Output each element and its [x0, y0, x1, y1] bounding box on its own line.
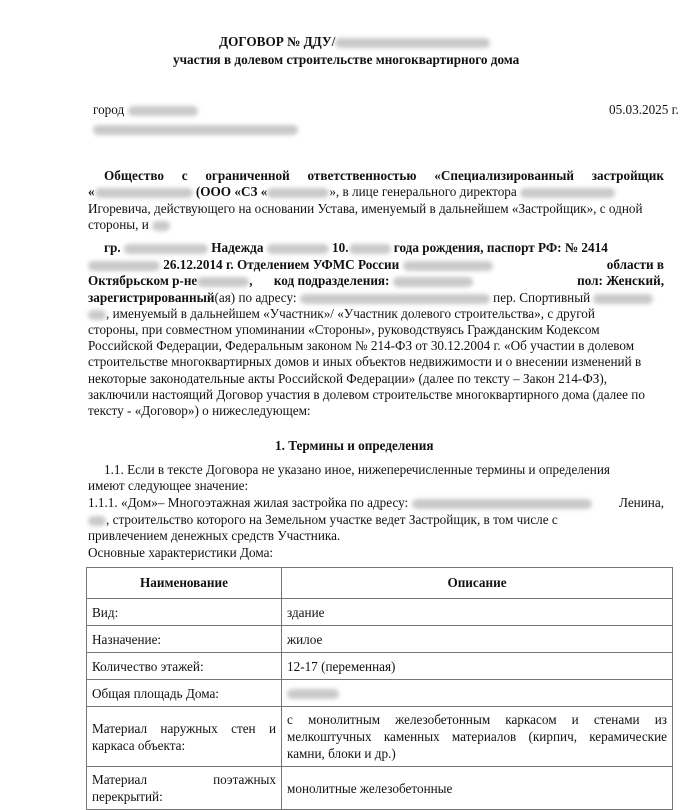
row-name: Количество этажей:	[87, 653, 282, 680]
redacted-dept-code	[393, 277, 473, 287]
table-row	[87, 707, 673, 767]
participant-line-4	[88, 290, 664, 307]
participant-line-11: тексту - «Договор») о нижеследующем:	[88, 403, 311, 418]
participant-line-1	[104, 240, 680, 257]
participant-passport: года рождения, паспорт РФ: № 2414	[393, 240, 608, 255]
redacted-dom-address	[412, 499, 592, 509]
participant-line-3: Октябрьском р-не , код подразделения: пол: Женский,	[88, 273, 664, 288]
participant-line-8: строительстве многоквартирных домов и иных объектов недвижимости и о внесении изменений в	[88, 354, 642, 369]
section-1-title: 1. Термины и определения	[275, 438, 434, 453]
participant-registered: зарегистрированный	[88, 290, 215, 305]
section-1-1-line-2: имеют следующее значение:	[88, 478, 249, 493]
participant-line-6: стороны, при совместном упоминании «Стороны», руководствуясь Гражданским Кодексом	[88, 322, 600, 337]
participant-line-9: некоторые законодательные акты Российской Федерации» (далее по тексту – Закон 214-ФЗ),	[88, 371, 608, 386]
participant-line-2	[88, 257, 664, 274]
contract-date: 05.03.2025 г.	[609, 102, 679, 117]
chars-label: Основные характеристики Дома:	[88, 545, 274, 560]
table-row	[87, 767, 673, 810]
redacted-block	[88, 516, 106, 526]
redacted-district	[197, 277, 249, 287]
participant-district: Октябрьском р-не	[88, 273, 198, 288]
intro-company-short: (ООО «СЗ «	[195, 184, 268, 199]
section-1-1-line-1: 1.1. Если в тексте Договора не указано иное, нижеперечисленные термины и определения	[104, 462, 610, 477]
contract-title-text: ДОГОВОР № ДДУ/	[219, 34, 336, 49]
row-name: Общая площадь Дома:	[87, 680, 282, 707]
intro-line-3: Игоревича, действующего на основании Устава, именуемый в дальнейшем «Застройщик», с одной	[88, 201, 643, 216]
redacted-birthdate	[349, 244, 391, 254]
redacted-address	[300, 294, 490, 304]
table-row	[87, 626, 673, 653]
row-name: Материал поэтажных перекрытий:	[87, 767, 282, 810]
row-name: Назначение:	[87, 626, 282, 653]
participant-line-10: заключили настоящий Договор участия в долевом строительстве многоквартирного дома (далее по	[88, 387, 645, 402]
intro-director: », в лице генерального директора	[329, 184, 517, 199]
section-1-1-1-line-2: , строительство которого на Земельном участке ведет Застройщик, в том числе с	[88, 512, 664, 529]
participant-line-5-text: именуемый в дальнейшем «Участник»/ «Участник долевого строительства», с другой	[112, 306, 595, 321]
redacted-company-short	[267, 188, 329, 198]
redacted-address-line	[93, 121, 298, 137]
redacted-contract-number	[335, 38, 490, 48]
section-1-1-1-line-1	[88, 495, 664, 512]
col-header-name: Наименование	[87, 568, 282, 599]
intro-line-4	[88, 217, 664, 234]
intro-quote: «	[88, 184, 95, 199]
row-value: с монолитным железобетонным каркасом и стенами из мелкоштучных каменных материалов (кирпич, керамические камни, блоки и др.)	[282, 707, 673, 767]
redacted-block	[88, 310, 106, 320]
participant-line-5: , именуемый в дальнейшем «Участник»/ «Участник долевого строительства», с другой	[88, 306, 664, 323]
house-characteristics-table	[86, 567, 673, 810]
participant-birth-prefix: 10.	[332, 240, 349, 255]
row-name: Вид:	[87, 599, 282, 626]
participant-line-7: Российской Федерации, Федеральным законом № 214-ФЗ от 30.12.2004 г. «Об участии в долевом	[88, 338, 635, 353]
row-value: жилое	[282, 626, 673, 653]
row-name: Материал наружных стен и каркаса объекта:	[87, 707, 282, 767]
dom-definition: 1.1.1. «Дом»– Многоэтажная жилая застройка по адресу:	[88, 495, 409, 510]
redacted-house	[593, 294, 653, 304]
section-1-1-1-line-3: привлечением денежных средств Участника.	[88, 528, 341, 543]
col-header-description: Описание	[282, 568, 673, 599]
row-value-redacted	[282, 680, 673, 707]
row-value: здание	[282, 599, 673, 626]
participant-street: пер. Спортивный	[493, 290, 591, 305]
intro-line-2	[88, 184, 664, 201]
redacted-area	[287, 689, 339, 699]
intro-line-1	[104, 168, 664, 185]
intro-line-1-text: Общество с ограниченной ответственностью «Специализированный застройщик	[104, 168, 664, 183]
city-line	[93, 102, 198, 118]
table-row	[87, 599, 673, 626]
row-value: 12-17 (переменная)	[282, 653, 673, 680]
table-row	[87, 680, 673, 707]
redacted-director	[520, 188, 615, 198]
intro-line-4-text: стороны, и	[88, 217, 149, 232]
redacted-surname	[124, 244, 208, 254]
city-label: город	[93, 102, 125, 117]
redacted-passport-number	[88, 261, 160, 271]
redacted-city	[128, 106, 198, 116]
redacted-company	[95, 188, 193, 198]
redacted-block	[152, 221, 170, 231]
dom-street: Ленина,	[618, 495, 664, 510]
participant-prefix: гр.	[104, 240, 121, 255]
participant-dept-code: код подразделения:	[273, 273, 390, 288]
participant-issued: 26.12.2014 г. Отделением УФМС России	[163, 257, 400, 272]
dom-line-2-text: строительство которого на Земельном участке ведет Застройщик, в том числе с	[112, 512, 558, 527]
participant-address-label: (ая) по адресу:	[214, 290, 297, 305]
participant-sex: пол: Женский,	[577, 273, 664, 288]
row-value: монолитные железобетонные	[282, 767, 673, 810]
redacted-block	[93, 125, 298, 135]
participant-region-suffix: области в	[606, 257, 664, 272]
redacted-region	[403, 261, 493, 271]
table-row	[87, 653, 673, 680]
contract-subtitle: участия в долевом строительстве многоквартирного дома	[173, 52, 520, 67]
redacted-patronymic	[267, 244, 329, 254]
contract-title	[219, 34, 490, 50]
participant-name: Надежда	[211, 240, 264, 255]
table-header-row	[87, 568, 673, 599]
